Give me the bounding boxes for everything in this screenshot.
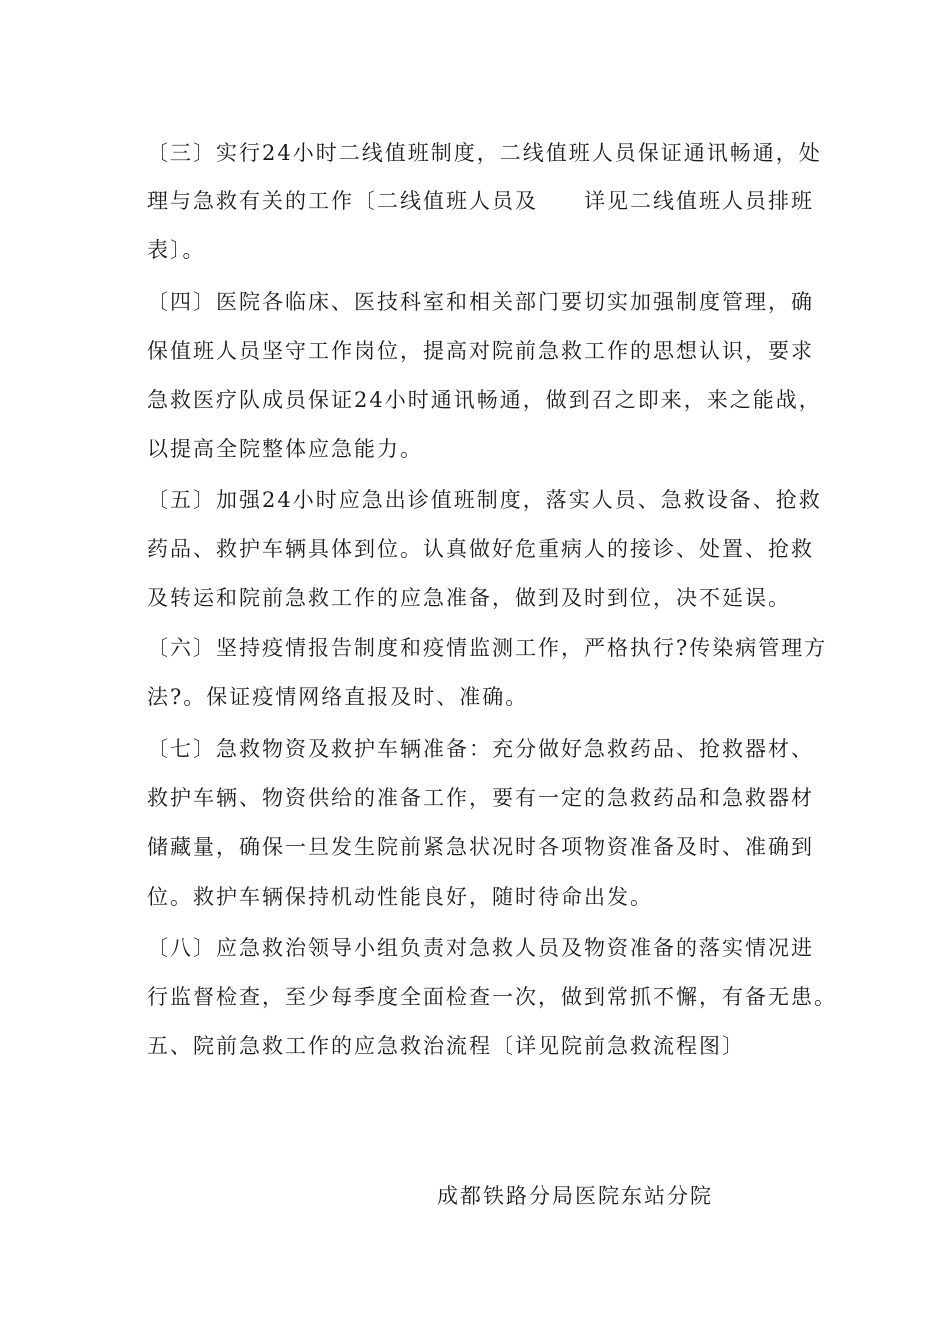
text-line: 〔四〕医院各临床、医技科室和相关部门要切实加强制度管理，确 (147, 290, 814, 314)
text-line: 理与急救有关的工作〔二线值班人员及 详见二线值班人员排班 (147, 189, 814, 213)
text-line: 药品、救护车辆具体到位。认真做好危重病人的接诊、处置、抢救 (147, 537, 814, 561)
text-line: 〔五〕加强24小时应急出诊值班制度，落实人员、急救设备、抢救 (147, 488, 822, 512)
text-line: 急救医疗队成员保证24小时通讯畅通，做到召之即来，来之能战， (147, 388, 822, 412)
text-line: 位。救护车辆保持机动性能良好，随时待命出发。 (147, 885, 653, 909)
text-line: 及转运和院前急救工作的应急准备，做到及时到位，决不延误。 (147, 586, 791, 610)
text-line: 〔三〕实行24小时二线值班制度，二线值班人员保证通讯畅通，处 (147, 141, 822, 165)
text-line: 〔八〕应急救治领导小组负责对急救人员及物资准备的落实情况进 (147, 936, 814, 960)
text-line: 〔六〕坚持疫情报告制度和疫情监测工作，严格执行?传染病管理方 (147, 636, 828, 660)
text-line: 法?。保证疫情网络直报及时、准确。 (147, 685, 529, 709)
text-line: 保值班人员坚守工作岗位，提高对院前急救工作的思想认识，要求 (147, 339, 814, 363)
text-line: 救护车辆、物资供给的准备工作，要有一定的急救药品和急救器材 (147, 786, 814, 810)
text-line: 行监督检查，至少每季度全面检查一次，做到常抓不懈，有备无患。 (147, 985, 837, 1009)
section-heading: 五、院前急救工作的应急救治流程〔详见院前急救流程图〕 (147, 1034, 745, 1058)
text-line: 储藏量，确保一旦发生院前紧急状况时各项物资准备及时、准确到 (147, 835, 814, 859)
text-line: 表〕。 (147, 238, 206, 262)
signature: 成都铁路分局医院东站分院 (437, 1184, 713, 1208)
text-line: 以提高全院整体应急能力。 (147, 437, 423, 461)
text-line: 〔七〕急救物资及救护车辆准备：充分做好急救药品、抢救器材、 (147, 737, 814, 761)
